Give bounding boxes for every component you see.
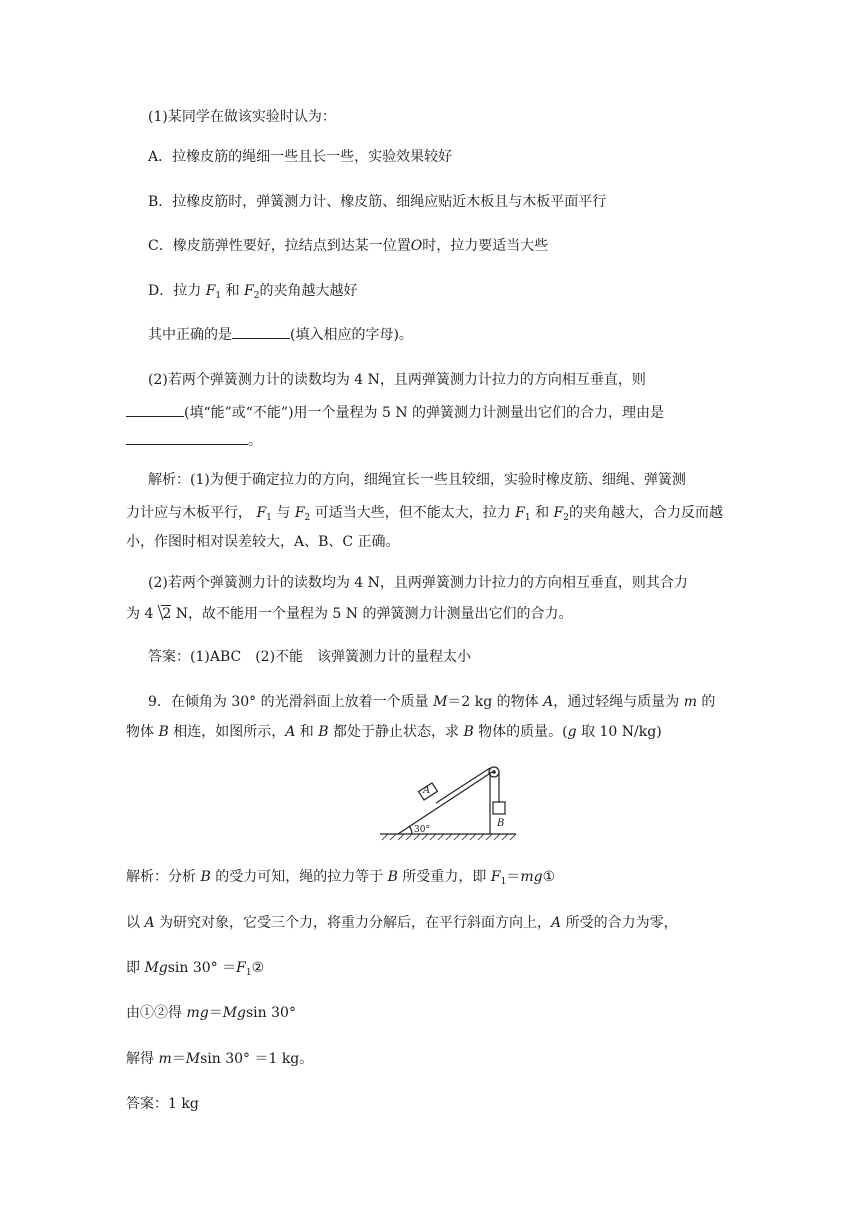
q8-part2-line1: (2)若两个弹簧测力计的读数均为 4 N，且两弹簧测力计拉力的方向相互垂直，则 (148, 372, 646, 388)
q8-solution-line3: 小，作图时相对误差较大，A、B、C 正确。 (126, 534, 400, 550)
q9-statement-line1: 9．在倾角为 30° 的光滑斜面上放着一个质量 M＝2 kg 的物体 A，通过轻绳与质量为 m 的 (148, 694, 716, 710)
q9-solution-line1: 解析：分析 B 的受力可知，绳的拉力等于 B 所受重力，即 $F_1=mg①$ (126, 869, 556, 887)
rope-incline (436, 768, 490, 803)
q8-answer: 答案：(1)ABC (2)不能 该弹簧测力计的量程太小 (148, 649, 472, 665)
q8-option-d: D．拉力 $F_1$ 和 $F_2$的夹角越大越好 (148, 283, 358, 301)
q8-part2-line3: 。 (126, 431, 262, 451)
incline-slope (398, 772, 492, 834)
incline-pulley-figure (378, 760, 520, 842)
q9-solution-line2: 以 A 为研究对象，它受三个力，将重力分解后，在平行斜面方向上，A 所受的合力为零， (126, 915, 678, 931)
answer-blank[interactable] (126, 431, 248, 445)
q9-statement-line2: 物体 B 相连，如图所示，A 和 B 都处于静止状态，求 B 物体的质量。(g 取 10 N/kg) (126, 724, 662, 740)
q9-solution-line4: 由①②得 mg＝Mgsin 30° (126, 1005, 296, 1021)
q8-correct-answer-prompt: 其中正确的是 (填入相应的字母)。 (148, 327, 413, 343)
answer-blank[interactable] (232, 325, 290, 339)
angle-label: 30° (414, 825, 430, 835)
q9-solution-line3: 即 Mgsin $30^\circ =F_1②$ (126, 960, 265, 978)
q9-solution-line5: 解得 m＝Msin 30° ＝1 kg。 (126, 1051, 314, 1067)
q9-answer: 答案：1 kg (126, 1096, 199, 1112)
label-a: A (423, 785, 431, 796)
q8-option-c: C．橡皮筋弹性要好，拉结点到达某一位置O时，拉力要适当大些 (148, 238, 549, 254)
q8-solution-line1: 解析：(1)为便于确定拉力的方向，细绳宜长一些且较细，实验时橡皮筋、细绳、弹簧测 (148, 472, 686, 488)
q8-part1-prompt: (1)某同学在做该实验时认为： (148, 109, 336, 125)
q8-part2-line2: (填“能”或“不能”)用一个量程为 5 N 的弹簧测力计测量出它们的合力，理由是 (126, 403, 664, 423)
block-b (493, 802, 505, 814)
label-b: B (497, 818, 505, 829)
q8-option-b: B．拉橡皮筋时，弹簧测力计、橡皮筋、细绳应贴近木板且与木板平面平行 (148, 194, 607, 210)
q8-solution-line2: 力计应与木板平行， $F_1$ 与 $F_2$ 可适当大些，但不能太大，拉力 $F_1$ 和 $F_2$的夹角越大，合力反而越 (126, 505, 723, 523)
q8-solution2-line1: (2)若两个弹簧测力计的读数均为 4 N，且两弹簧测力计拉力的方向相互垂直，则其合力 (148, 575, 688, 591)
q8-solution2-line2: 为 4 2 N，故不能用一个量程为 5 N 的弹簧测力计测量出它们的合力。 (126, 606, 573, 622)
ground-hatch (382, 834, 516, 840)
answer-blank[interactable] (126, 403, 184, 417)
angle-arc (409, 826, 412, 834)
sqrt-symbol: 2 (153, 604, 171, 624)
q8-option-a: A．拉橡皮筋的绳细一些且长一些，实验效果较好 (148, 149, 453, 165)
